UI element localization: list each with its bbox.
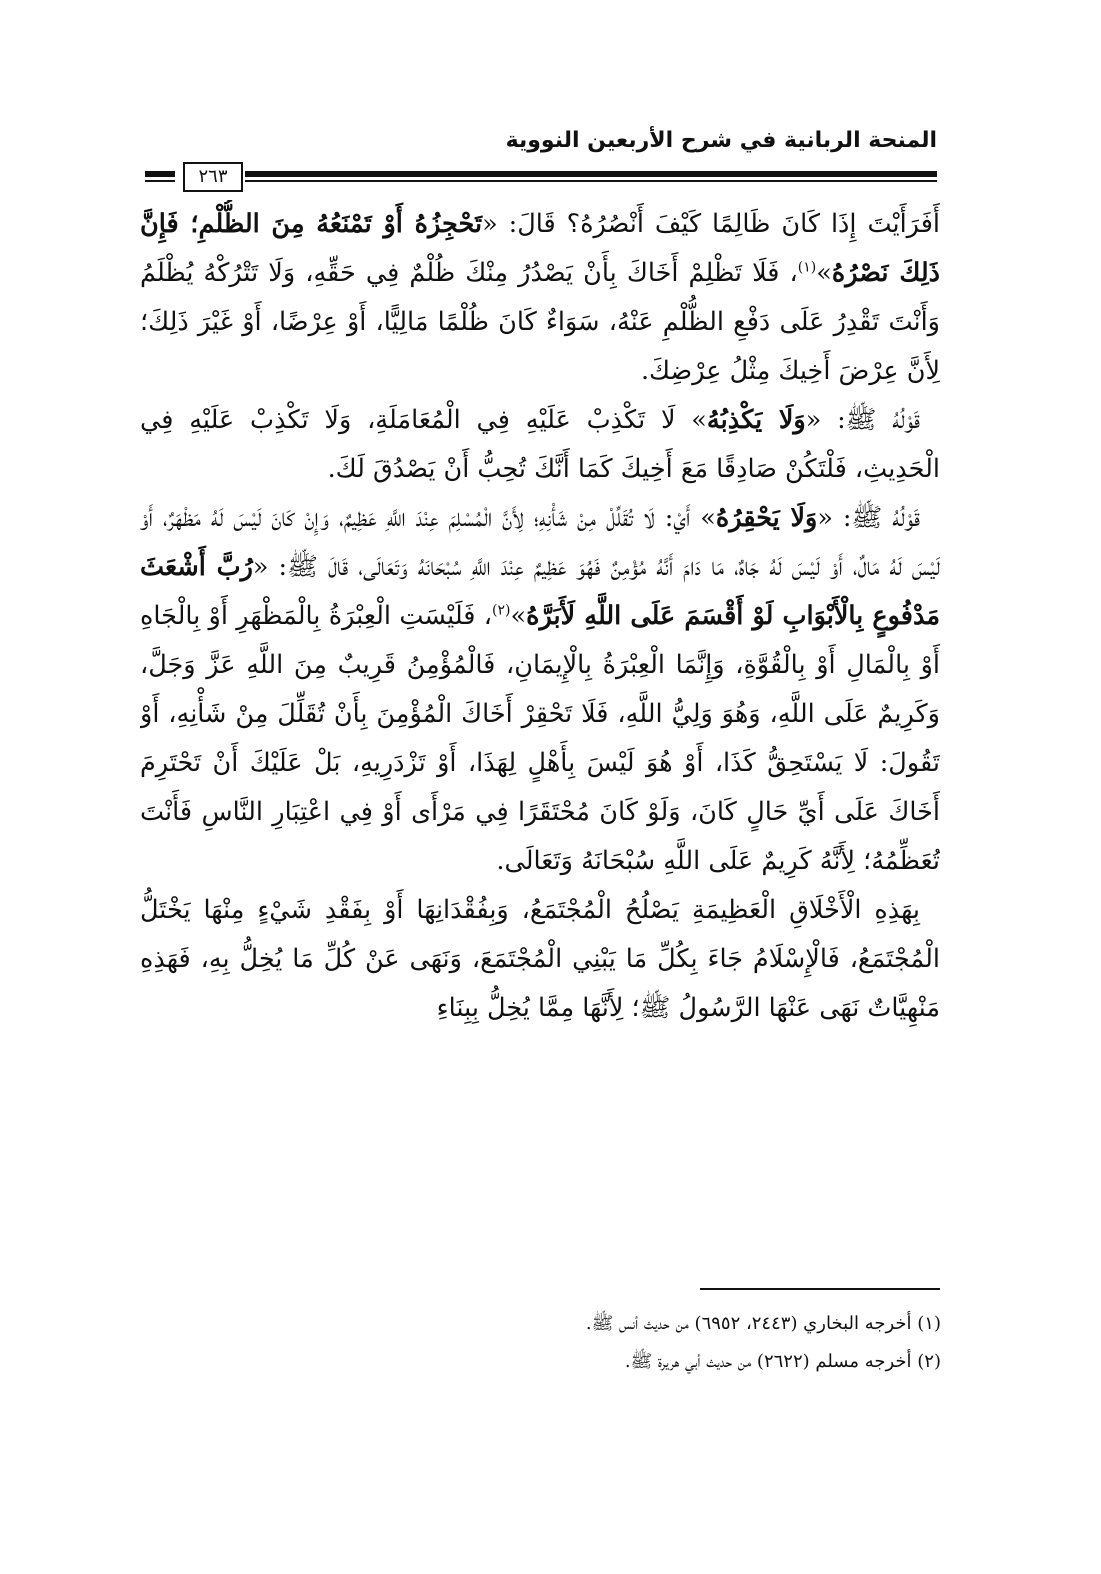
hadith-quote: تَحْجِزُهُ أَوْ تَمْنَعُهُ مِنَ الظُّلْمِ؛ فَإِنَّ ذَلِكَ نَصْرُهُ [140, 209, 940, 288]
hadith-quote: رُبَّ أَشْعَثَ مَدْفُوعٍ بِالْأَبْوَابِ لَوْ أَقْسَمَ عَلَى اللَّهِ لَأَبَرَّهُ [140, 552, 940, 631]
text-segment: » [816, 258, 832, 288]
hadith-quote: وَلَا يَكْذِبُهُ [706, 405, 806, 435]
paragraph [140, 200, 940, 396]
header-rule-thin [245, 180, 937, 182]
footnote-marker: (٢) [492, 602, 511, 619]
text-segment: » [510, 601, 527, 631]
footnote-2: (٢) أخرجه مسلم (٢٦٢٢) من حديث أبي هريرة ﷺ. [624, 1351, 941, 1372]
text-segment: قَوْلُهُ ﷺ: « [817, 503, 920, 533]
paragraph [140, 396, 940, 494]
footnote-separator [700, 1288, 940, 1290]
footnote-1: (١) أخرجه البخاري (٢٤٤٣، ٦٩٥٢) من حديث أنس ﷺ. [585, 1313, 941, 1334]
hadith-quote: وَلَا يَحْقِرُهُ [715, 503, 818, 533]
paragraph [140, 886, 940, 1033]
header-rule-thick [245, 171, 937, 177]
footnote-marker: (١) [797, 259, 817, 276]
page-header [145, 128, 937, 188]
text-segment: أَفَرَأَيْتَ إِذَا كَانَ ظَالِمًا كَيْفَ أَنْصُرُهُ؟ قَالَ: « [482, 209, 940, 239]
text-segment: قَوْلُهُ ﷺ: « [805, 405, 920, 435]
text-segment: » لَا تَكْذِبْ عَلَيْهِ فِي الْمُعَامَلَةِ، وَلَا تَكْذِبْ عَلَيْهِ فِي الْحَدِيثِ، فَلْتَكُنْ صَادِقًا مَعَ أَخِيكَ كَمَا أَنَّكَ تُحِبُّ أَنْ يَصْدُقَ لَكَ. [140, 405, 940, 484]
body-text [140, 200, 940, 1250]
paragraph [140, 494, 940, 886]
header-rule-left-thin [145, 180, 175, 182]
footnotes [181, 1305, 941, 1381]
page-number: ٢٦٣ [183, 162, 243, 192]
text-segment: » أَيْ: لَا تُقَلِّلْ مِنْ شَأْنِهِ؛ لِأَنَّ الْمُسْلِمَ عِنْدَ اللَّهِ عَظِيمٌ، وَإِنْ كَانَ لَيْسَ لَهُ مَظْهَرٌ، أَوْ لَيْسَ لَهُ مَالٌ، أَوْ لَيْسَ لَهُ جَاهٌ، مَا دَامَ أَنَّهُ مُؤْمِنٌ فَهُوَ عَظِيمٌ عِنْدَ اللَّهِ سُبْحَانَهُ وَتَعَالَى، قَالَ ﷺ: « [140, 503, 940, 582]
text-segment: بِهَذِهِ الْأَخْلَاقِ الْعَظِيمَةِ يَصْلُحُ الْمُجْتَمَعُ، وَبِفُقْدَانِهَا أَوْ بِفَقْدِ شَيْءٍ مِنْهَا يَخْتَلُّ الْمُجْتَمَعُ، فَالْإِسْلَامُ جَاءَ بِكُلِّ مَا يَبْنِي الْمُجْتَمَعَ، وَنَهَى عَنْ كُلِّ مَا يُخِلُّ بِهِ، فَهَذِهِ مَنْهِيَّاتٌ نَهَى عَنْهَا الرَّسُولُ ﷺ؛ لِأَنَّهَا مِمَّا يُخِلُّ بِبِنَاءِ [140, 895, 940, 1023]
text-segment: ، فَلَا تَظْلِمْ أَخَاكَ بِأَنْ يَصْدُرُ مِنْكَ ظُلْمٌ فِي حَقِّهِ، وَلَا تَتْرُكْهُ يُظْلَمُ وَأَنْتَ تَقْدِرُ عَلَى دَفْعِ الظُّلْمِ عَنْهُ، سَوَاءٌ كَانَ ظُلْمًا مَالِيًّا، أَوْ عِرْضًا، أَوْ غَيْرَ ذَلِكَ؛ لِأَنَّ عِرْضَ أَخِيكَ مِثْلُ عِرْضِكَ. [140, 258, 940, 386]
text-segment: ، فَلَيْسَتِ الْعِبْرَةُ بِالْمَظْهَرِ أَوْ بِالْجَاهِ أَوْ بِالْمَالِ أَوْ بِالْقُوَّةِ، وَإِنَّمَا الْعِبْرَةُ بِالْإِيمَانِ، فَالْمُؤْمِنُ قَرِيبٌ مِنَ اللَّهِ عَزَّ وَجَلَّ، وَكَرِيمٌ عَلَى اللَّهِ، وَهُوَ وَلِيُّ اللَّهِ، فَلَا تَحْقِرْ أَخَاكَ الْمُؤْمِنَ بِأَنْ تُقَلِّلَ مِنْ شَأْنِهِ، أَوْ تَقُولَ: لَا يَسْتَحِقُّ كَذَا، أَوْ هُوَ لَيْسَ بِأَهْلٍ لِهَذَا، أَوْ تَزْدَرِيهِ، بَلْ عَلَيْكَ أَنْ تَحْتَرِمَ أَخَاكَ عَلَى أَيِّ حَالٍ كَانَ، وَلَوْ كَانَ مُحْتَقَرًا فِي مَرْأَى أَوْ فِي اعْتِبَارِ النَّاسِ فَأَنْتَ تُعَظِّمُهُ؛ لِأَنَّهُ كَرِيمٌ عَلَى اللَّهِ سُبْحَانَهُ وَتَعَالَى. [140, 601, 940, 876]
header-rule-left-thick [145, 171, 175, 177]
book-title: المنحة الربانية في شرح الأربعين النووية [505, 128, 937, 153]
